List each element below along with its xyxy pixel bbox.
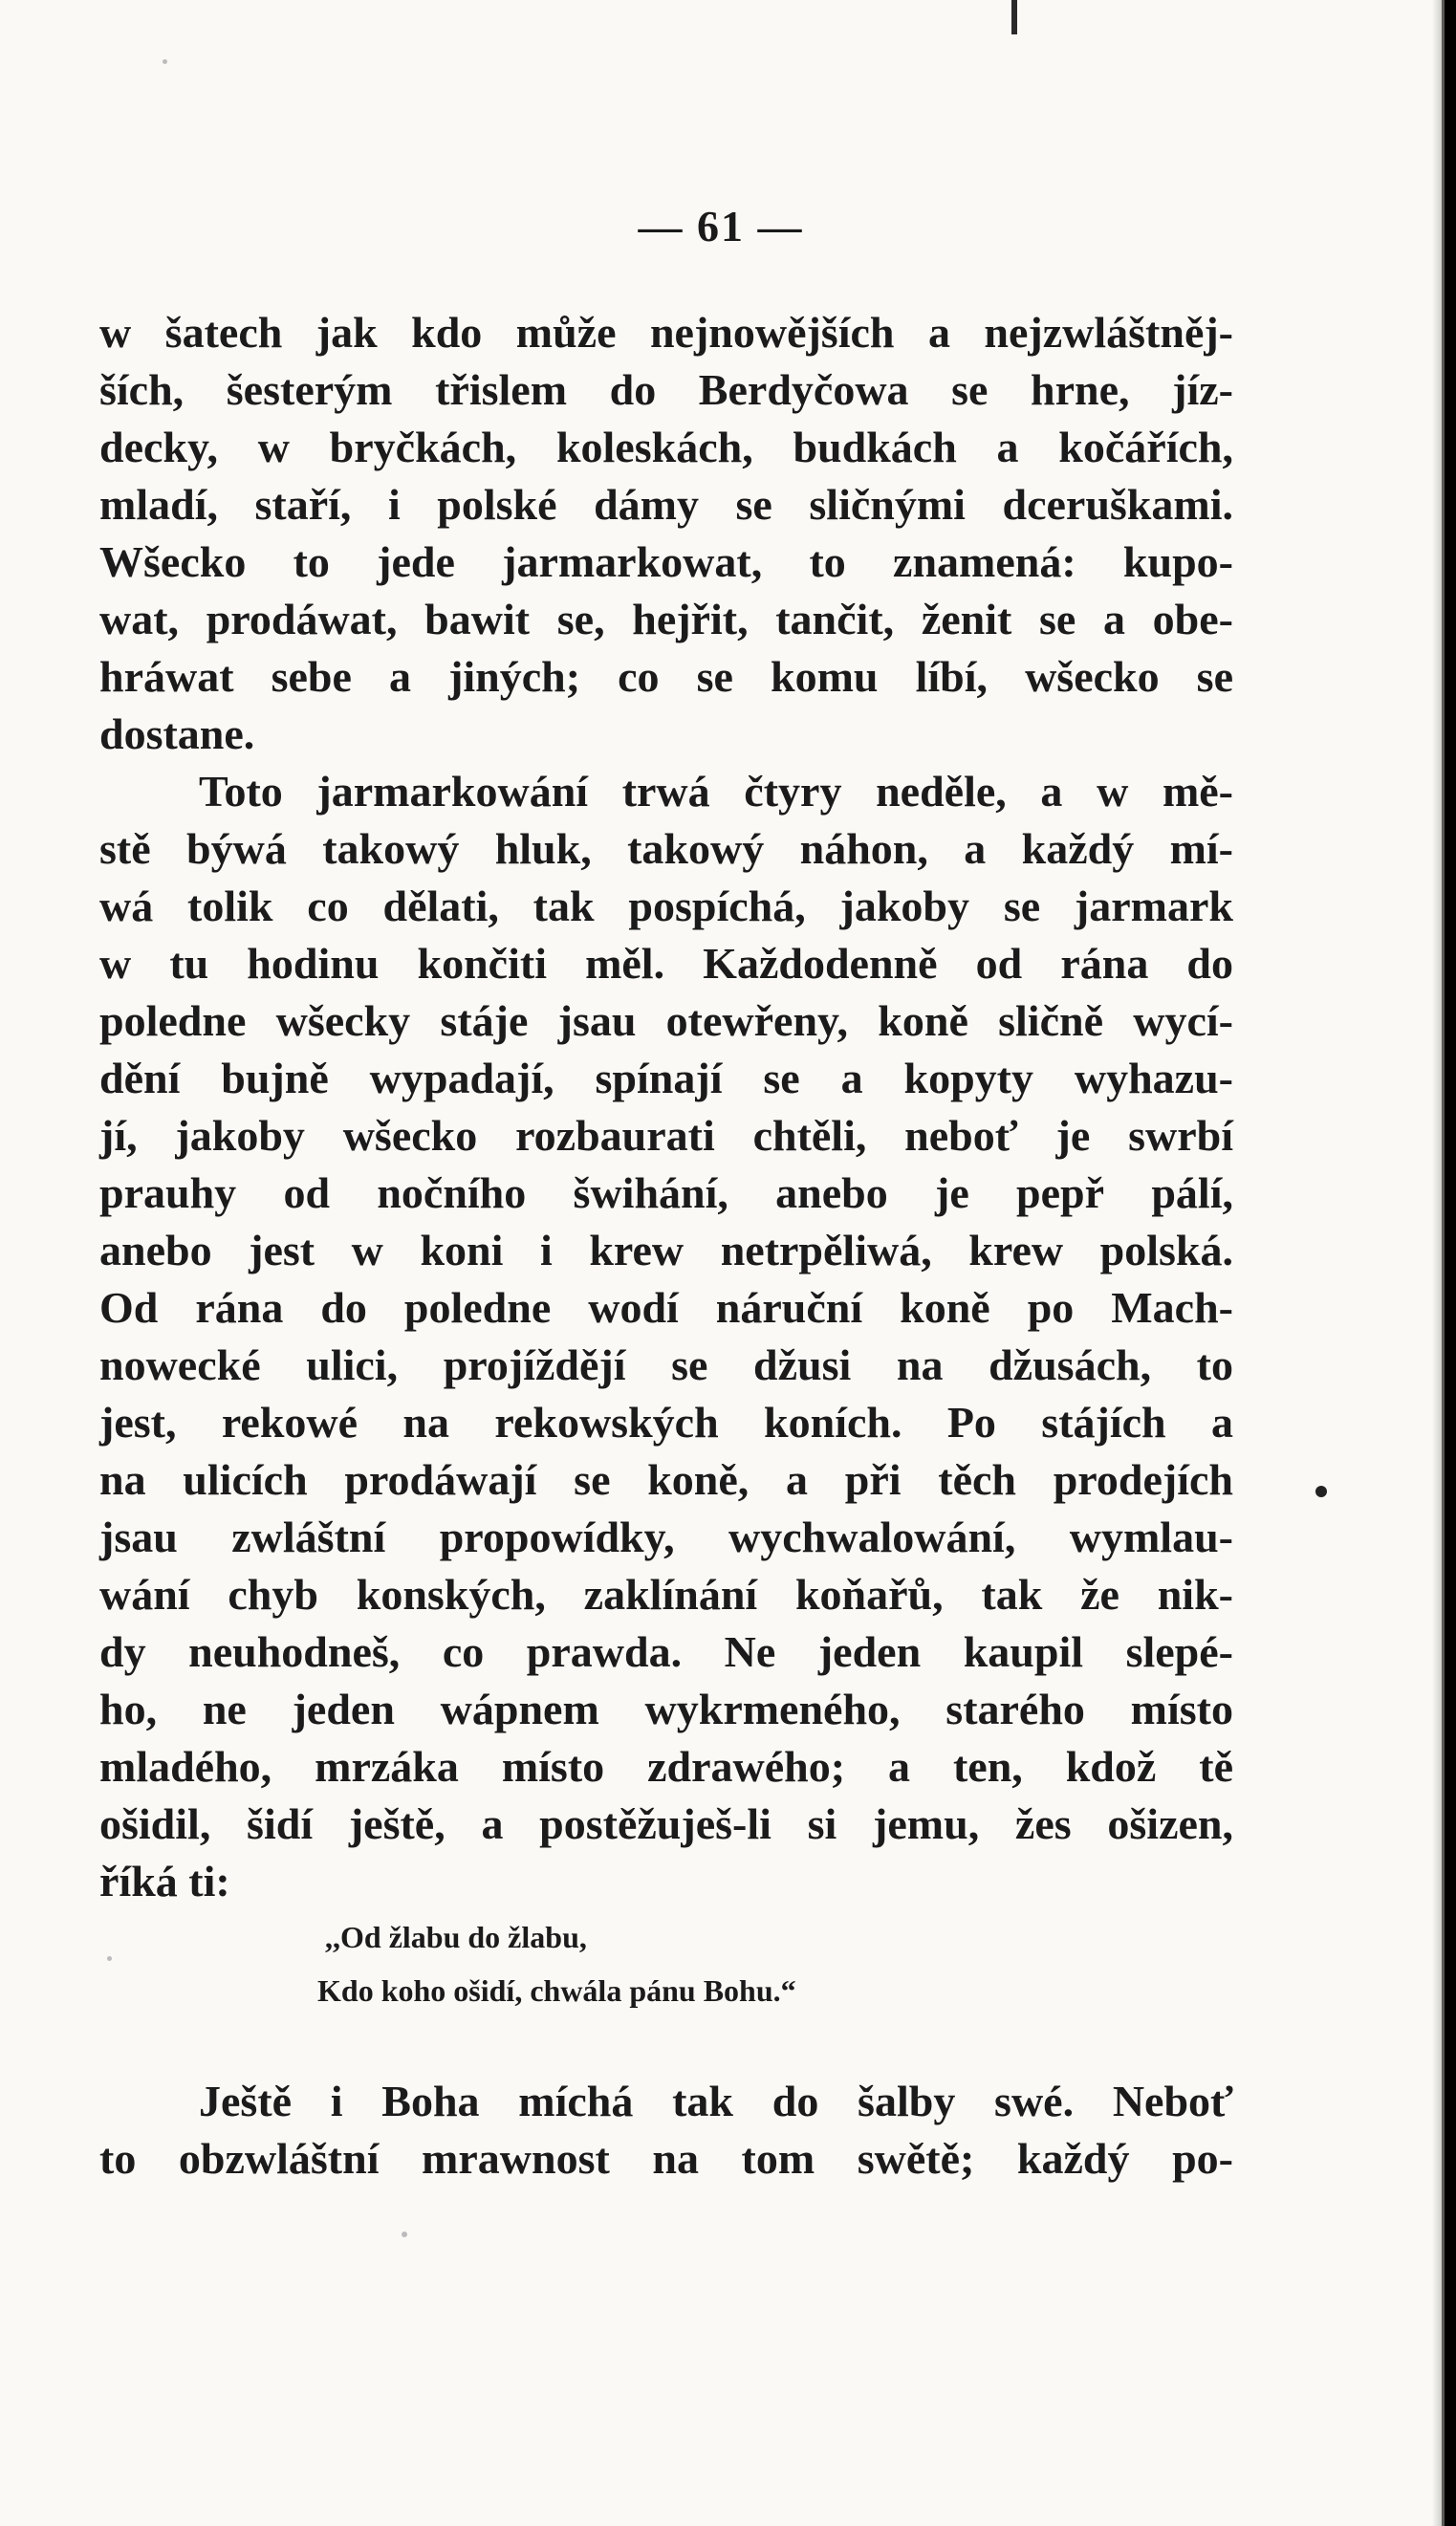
text-line: decky, w bryčkách, koleskách, budkách a kočářích,: [99, 423, 1233, 471]
text-line: na ulicích prodáwají se koně, a při těch prodejích: [99, 1455, 1233, 1504]
text-line: jsau zwláštní propowídky, wychwalowání, wymlau-: [99, 1513, 1233, 1561]
paper-speck: [107, 1956, 112, 1961]
text-line: ho, ne jeden wápnem wykrmeného, starého místo: [99, 1685, 1233, 1733]
body-text: [99, 304, 1233, 2188]
text-line: ošidil, šidí ještě, a postěžuješ-li si jemu, žes ošizen,: [99, 1799, 1233, 1848]
text-line: wání chyb konských, zaklínání koňařů, tak že nik-: [99, 1570, 1233, 1619]
text-line: jest, rekowé na rekowských koních. Po stájích a: [99, 1398, 1233, 1447]
verse-spacing: [99, 2017, 1233, 2073]
text-line: mladí, staří, i polské dámy se sličnými dceruškami.: [99, 480, 1233, 529]
text-line: dy neuhodneš, co prawda. Ne jeden kaupil slepé-: [99, 1627, 1233, 1676]
page-number: — 61 —: [638, 202, 804, 250]
page-edge-shadow: [1432, 0, 1442, 2526]
text-line: mladého, mrzáka místo zdrawého; a ten, kdož tě: [99, 1742, 1233, 1791]
text-line: hráwat sebe a jiných; co se komu líbí, wšecko se: [99, 652, 1233, 701]
text-line: nowecké ulici, projíždějí se džusi na džusách, to: [99, 1340, 1233, 1389]
text-line: jí, jakoby wšecko rozbaurati chtěli, neboť je swrbí: [99, 1111, 1233, 1160]
text-line: Wšecko to jede jarmarkowat, to znamená: kupo-: [99, 537, 1233, 586]
text-line: ších, šesterým třislem do Berdyčowa se hrne, jíz-: [99, 365, 1233, 414]
text-line: prauhy od nočního šwihání, anebo je pepř pálí,: [99, 1168, 1233, 1217]
text-line: stě býwá takowý hluk, takowý náhon, a každý mí-: [99, 824, 1233, 873]
text-line: wat, prodáwat, bawit se, hejřit, tančit, ženit se a obe-: [99, 595, 1233, 643]
text-line: Ještě i Boha míchá tak do šalby swé. Neboť: [199, 2077, 1233, 2125]
text-line: říká ti:: [99, 1857, 230, 1905]
verse-line: ,,Od žlabu do žlabu,: [325, 1920, 587, 1954]
text-line: poledne wšecky stáje jsau otewřeny, koně sličně wycí-: [99, 996, 1233, 1045]
text-line: w šatech jak kdo může nejnowějších a nejzwláštněj-: [99, 308, 1233, 357]
text-line: dostane.: [99, 709, 255, 758]
text-line: wá tolik co dělati, tak pospíchá, jakoby se jarmark: [99, 882, 1233, 930]
margin-dot: [1315, 1486, 1327, 1497]
verse-line: Kdo koho ošidí, chwála pánu Bohu.“: [317, 1973, 796, 2008]
text-line: Toto jarmarkowání trwá čtyry neděle, a w mě-: [199, 767, 1233, 816]
paper-speck: [163, 59, 167, 64]
text-line: w tu hodinu končiti měl. Každodenně od rána do: [99, 939, 1233, 988]
text-line: dění bujně wypadají, spínají se a kopyty wyhazu-: [99, 1054, 1233, 1102]
text-line: anebo jest w koni i krew netrpěliwá, krew polská.: [99, 1226, 1233, 1274]
text-line: Od rána do poledne wodí náruční koně po Mach-: [99, 1283, 1233, 1332]
paper-speck: [402, 2232, 407, 2237]
text-line: to obzwláštní mrawnost na tom swětě; každý po-: [99, 2134, 1233, 2183]
top-edge-mark: [1011, 0, 1017, 34]
